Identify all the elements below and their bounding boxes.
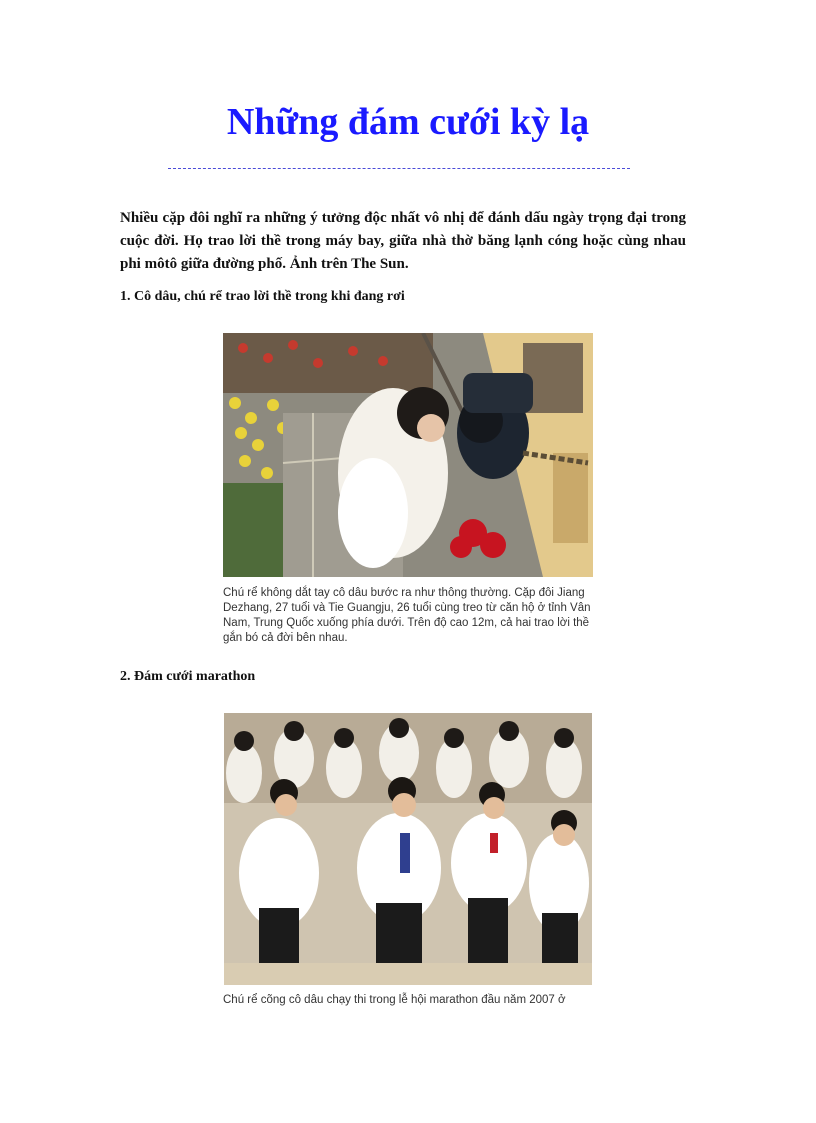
section-1-heading: 1. Cô dâu, chú rể trao lời thề trong khi đang rơi bbox=[120, 289, 405, 304]
section-2-heading: 2. Đám cưới marathon bbox=[120, 669, 256, 684]
photo-1-caption: Chú rể không dắt tay cô dâu bước ra như thông thường. Cặp đôi Jiang Dezhang, 27 tuổi và Tie Guangju, 26 tuổi cùng treo từ căn hộ ở tỉnh Vân Nam, Trung Quốc xuống phía dưới. Trên độ cao 12m, cả hai trao lời thề gắn bó cả đời bên nhau. bbox=[223, 587, 591, 644]
photo-2-caption: Chú rể cõng cô dâu chạy thi trong lễ hội marathon đầu năm 2007 ở bbox=[223, 994, 566, 1006]
falling-wedding-photo bbox=[223, 333, 593, 577]
article-title: Những đám cưới kỳ lạ bbox=[226, 101, 590, 143]
title-divider bbox=[168, 168, 630, 169]
article-intro: Nhiều cặp đôi nghĩ ra những ý tưởng độc nhất vô nhị để đánh dấu ngày trọng đại trong cuộc đời. Họ trao lời thề trong máy bay, giữa nhà thờ băng lạnh cóng hoặc cùng nhau phi môtô giữa đường phố. Ảnh trên The Sun. bbox=[120, 210, 686, 272]
marathon-wedding-photo bbox=[224, 713, 592, 985]
